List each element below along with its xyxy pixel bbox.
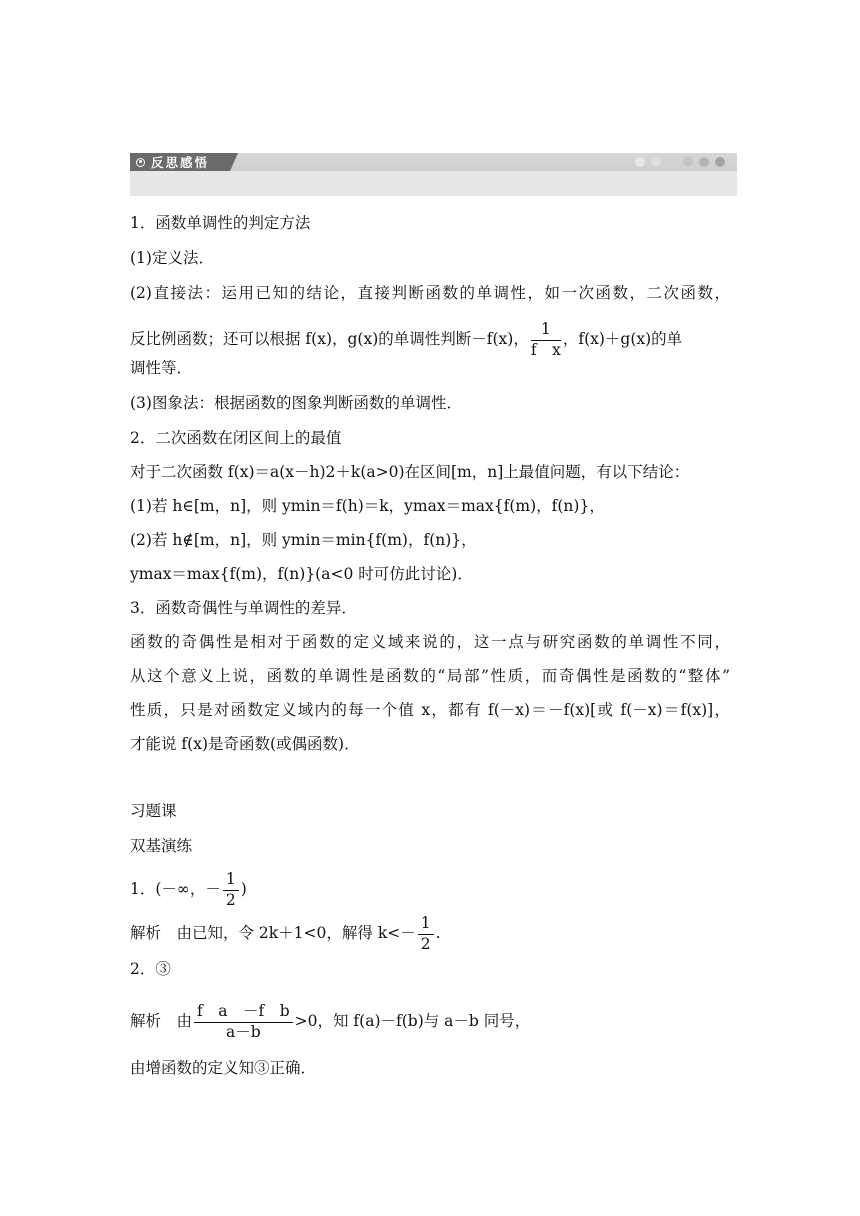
- fraction-denominator: 2: [225, 890, 236, 909]
- heading-parity: 3．函数奇偶性与单调性的差异．: [130, 599, 357, 617]
- text-segment: 解析 由: [130, 1012, 193, 1030]
- quadratic-case-2-cont: ymax＝max{f(m)，f(n)}(a<0 时可仿此讨论)．: [130, 565, 473, 583]
- method-direct: (2)直接法：运用已知的结论，直接判断函数的单调性，如一次函数，二次函数，: [130, 284, 730, 302]
- heading-quadratic: 2．二次函数在闭区间上的最值: [130, 429, 342, 447]
- answer-2: 2．③: [130, 960, 171, 978]
- decorative-dots: [635, 157, 725, 167]
- banner-tab: [130, 153, 230, 171]
- fraction-denominator: 2: [420, 934, 431, 953]
- method-definition: (1)定义法．: [130, 249, 214, 267]
- parity-text-4: 才能说 f(x)是奇函数(或偶函数)．: [130, 735, 360, 753]
- banner-header-strip: [130, 153, 737, 171]
- method-direct-cont: [130, 322, 682, 358]
- fraction-denominator: a－b: [226, 1022, 261, 1041]
- dot-icon: [667, 157, 677, 167]
- banner-title: 反思感悟: [151, 155, 210, 170]
- text-segment: ，f(x)＋g(x)的单: [562, 330, 683, 348]
- analysis-1: [130, 916, 441, 952]
- parity-text-3: 性质，只是对函数定义域内的每一个值 x，都有 f(－x)＝－f(x)[或 f(－x)＝f(x)]，: [130, 701, 730, 719]
- text-segment: ): [240, 880, 247, 898]
- text-segment: >0，知 f(a)－f(b)与 a－b 同号，: [294, 1012, 531, 1030]
- fraction: [223, 872, 239, 908]
- parity-text-2: 从这个意义上说，函数的单调性是函数的“局部”性质，而奇偶性是函数的“整体”: [130, 667, 730, 685]
- target-icon: [136, 158, 145, 167]
- dot-icon: [683, 157, 693, 167]
- text-segment: 解析 由已知，令 2k＋1<0，解得 k<－: [130, 924, 416, 942]
- reflection-banner: [130, 153, 737, 196]
- text-segment: 反比例函数；还可以根据 f(x)，g(x)的单调性判断－f(x)，: [130, 330, 529, 348]
- analysis-2-cont: 由增函数的定义知③正确．: [130, 1059, 317, 1077]
- text-segment: .: [435, 924, 441, 942]
- quadratic-case-1: (1)若 h∈[m，n]，则 ymin＝f(h)＝k，ymax＝max{f(m)，f(n)}，: [130, 497, 605, 515]
- fraction: [418, 916, 434, 952]
- section-exercise: 习题课: [130, 802, 177, 820]
- analysis-2: [130, 1004, 530, 1040]
- dot-icon: [651, 157, 661, 167]
- text-segment: 1．(－∞，－: [130, 880, 221, 898]
- dot-icon: [635, 157, 645, 167]
- section-basics: 双基演练: [130, 837, 193, 855]
- dot-icon: [699, 157, 709, 167]
- fraction: [194, 1004, 293, 1040]
- fraction-numerator: 1: [223, 872, 239, 891]
- fraction-numerator: 1: [418, 916, 434, 935]
- dot-icon: [715, 157, 725, 167]
- method-graph: (3)图象法：根据函数的图象判断函数的单调性．: [130, 394, 462, 412]
- fraction-denominator: f x: [530, 340, 561, 359]
- answer-1: [130, 872, 247, 908]
- heading-monotonicity: 1．函数单调性的判定方法: [130, 214, 311, 232]
- quadratic-case-2: (2)若 h∉[m，n]，则 ymin＝min{f(m)，f(n)}，: [130, 531, 477, 549]
- parity-text-1: 函数的奇偶性是相对于函数的定义域来说的，这一点与研究函数的单调性不同，: [130, 633, 730, 651]
- fraction-numerator: 1: [531, 322, 561, 341]
- fraction: [531, 322, 561, 358]
- quadratic-intro: 对于二次函数 f(x)＝a(x－h)2＋k(a>0)在区间[m，n]上最值问题，有以下结论：: [130, 463, 690, 481]
- tab-notch: [230, 153, 238, 171]
- method-direct-end: 调性等．: [130, 359, 193, 377]
- fraction-numerator: f a －f b: [194, 1004, 293, 1023]
